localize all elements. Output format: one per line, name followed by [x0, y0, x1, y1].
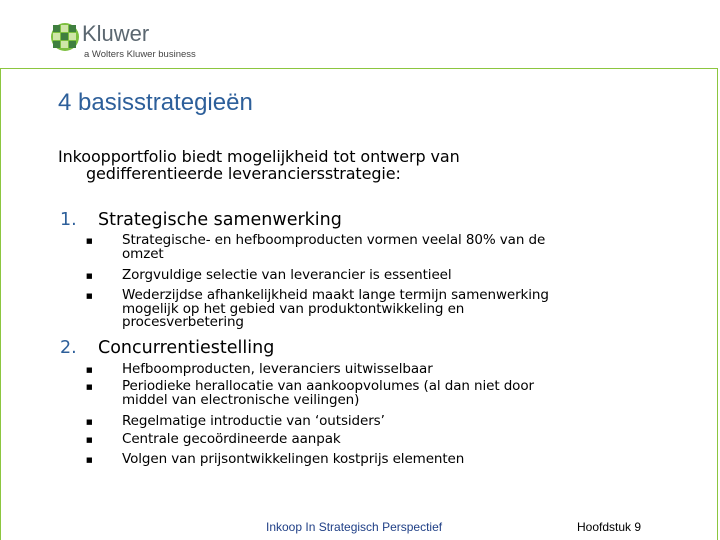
square-bullet-icon: ■	[86, 418, 93, 426]
list-item-line: Strategische- en hefboomproducten vormen veelal 80% van de	[122, 232, 546, 248]
list-item	[122, 363, 662, 377]
list-item	[122, 453, 662, 467]
footer-title: Inkoop In Strategisch Perspectief	[266, 520, 443, 534]
list-item-line: omzet	[122, 245, 164, 262]
list-item	[122, 234, 662, 261]
section-heading	[60, 338, 274, 358]
list-item-line: Regelmatige introductie van ‘outsiders’	[122, 413, 385, 429]
intro-line: gedifferentieerde leveranciersstrategie:	[86, 164, 401, 183]
list-item-line: Volgen van prijsontwikkelingen kostprijs elementen	[122, 451, 465, 467]
list-item	[122, 433, 662, 447]
section-number: 1.	[60, 210, 77, 230]
list-item	[122, 380, 662, 407]
section-heading-text: Strategische samenwerking	[98, 210, 342, 230]
list-item-line: procesverbetering	[122, 314, 244, 330]
square-bullet-icon: ■	[86, 366, 93, 374]
list-item-line: mogelijk op het gebied van produktontwikkeling en	[122, 300, 465, 317]
list-item-line: Periodieke herallocatie van aankoopvolumes (al dan niet door	[122, 378, 534, 394]
intro-line: Inkoopportfolio biedt mogelijkheid tot ontwerp van	[58, 147, 460, 166]
square-bullet-icon: ■	[86, 436, 93, 444]
list-item-line: Zorgvuldige selectie van leverancier is essentieel	[122, 267, 452, 283]
footer-chapter: Hoofdstuk 9	[577, 520, 642, 534]
list-item	[122, 415, 662, 429]
square-bullet-icon: ■	[86, 292, 93, 300]
list-item-line: Hefboomproducten, leveranciers uitwisselbaar	[122, 361, 433, 377]
section-heading-text: Concurrentiestelling	[98, 338, 275, 358]
section-heading	[60, 210, 342, 230]
square-bullet-icon: ■	[86, 272, 93, 280]
list-item-line: middel van electronische veilingen)	[122, 391, 360, 408]
square-bullet-icon: ■	[86, 237, 93, 245]
list-item	[122, 289, 662, 330]
intro-text	[58, 148, 618, 182]
section-number: 2.	[60, 338, 77, 358]
logo-wordmark: Kluwer	[82, 21, 150, 46]
kluwer-logo-icon	[50, 22, 80, 52]
square-bullet-icon: ■	[86, 383, 93, 391]
square-bullet-icon: ■	[86, 456, 93, 464]
slide-title: 4 basisstrategieën	[58, 89, 253, 116]
list-item-line: Centrale gecoördineerde aanpak	[122, 431, 341, 447]
logo-tagline: a Wolters Kluwer business	[84, 49, 196, 60]
kluwer-logo	[50, 18, 250, 64]
list-item-line: Wederzijdse afhankelijkheid maakt lange termijn samenwerking	[122, 287, 549, 303]
list-item	[122, 269, 662, 283]
